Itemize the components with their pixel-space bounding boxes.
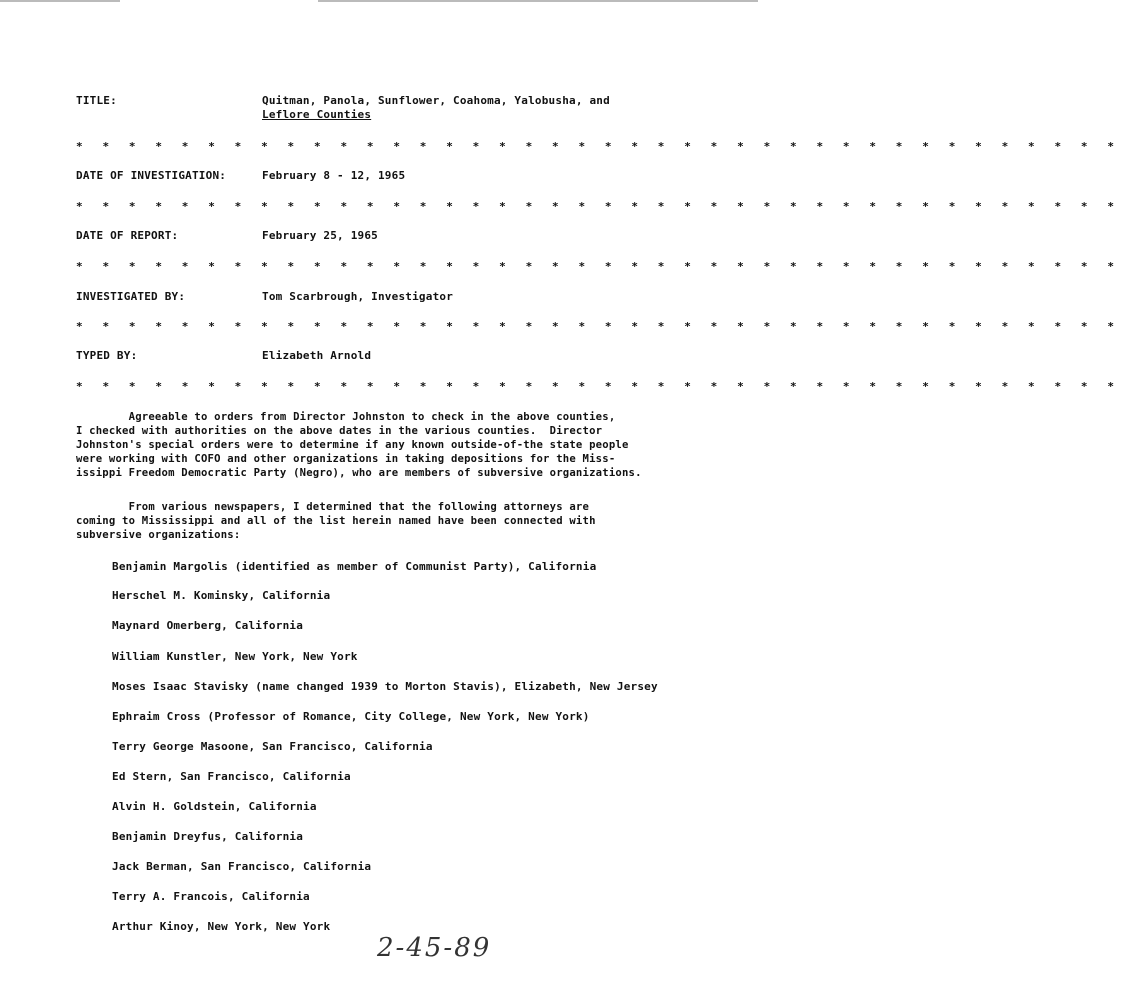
paragraph-line: were working with COFO and other organizations in taking depositions for the Miss- bbox=[76, 453, 616, 465]
investigated-by-label: INVESTIGATED BY: bbox=[76, 290, 186, 303]
date-of-investigation-value: February 8 - 12, 1965 bbox=[262, 169, 406, 182]
separator: * * * * * * * * * * * * * * * * * * * * * * * * * * * * * * * * * * * * * * * * bbox=[76, 260, 1121, 273]
attorney-list-item: Ephraim Cross (Professor of Romance, City College, New York, New York) bbox=[112, 710, 590, 723]
attorney-list-item: Herschel M. Kominsky, California bbox=[112, 589, 331, 602]
paragraph-line: issippi Freedom Democratic Party (Negro), who are members of subversive organizations. bbox=[76, 467, 642, 479]
typed-by-value: Elizabeth Arnold bbox=[262, 349, 372, 362]
title-value-line2: Leflore Counties bbox=[262, 108, 372, 121]
title-value: Quitman, Panola, Sunflower, Coahoma, Yalobusha, and bbox=[262, 94, 610, 107]
investigated-by-value: Tom Scarbrough, Investigator bbox=[262, 290, 454, 303]
paragraph-line: coming to Mississippi and all of the list herein named have been connected with bbox=[76, 515, 596, 527]
attorney-list-item: Benjamin Margolis (identified as member of Communist Party), California bbox=[112, 560, 597, 573]
separator: * * * * * * * * * * * * * * * * * * * * * * * * * * * * * * * * * * * * * * * * bbox=[76, 200, 1121, 213]
paragraph-line: From various newspapers, I determined that the following attorneys are bbox=[76, 501, 590, 513]
scan-edge-mark bbox=[318, 0, 758, 2]
separator: * * * * * * * * * * * * * * * * * * * * * * * * * * * * * * * * * * * * * * * * bbox=[76, 140, 1121, 153]
attorney-list-item: Alvin H. Goldstein, California bbox=[112, 800, 317, 813]
typed-by-label: TYPED BY: bbox=[76, 349, 138, 362]
attorney-list-item: Jack Berman, San Francisco, California bbox=[112, 860, 372, 873]
scan-edge-mark bbox=[0, 0, 120, 2]
attorney-list-item: William Kunstler, New York, New York bbox=[112, 650, 358, 663]
attorney-list-item: Moses Isaac Stavisky (name changed 1939 to Morton Stavis), Elizabeth, New Jersey bbox=[112, 680, 658, 693]
date-of-investigation-label: DATE OF INVESTIGATION: bbox=[76, 169, 227, 182]
attorney-list-item: Terry George Masoone, San Francisco, California bbox=[112, 740, 433, 753]
paragraph-line: subversive organizations: bbox=[76, 529, 241, 541]
handwritten-document-number: 2-45-89 bbox=[377, 933, 492, 963]
paragraph-line: Johnston's special orders were to determine if any known outside-of-the state people bbox=[76, 439, 629, 451]
attorney-list-item: Terry A. Francois, California bbox=[112, 890, 310, 903]
attorney-list-item: Arthur Kinoy, New York, New York bbox=[112, 920, 331, 933]
attorney-list-item: Benjamin Dreyfus, California bbox=[112, 830, 304, 843]
date-of-report-value: February 25, 1965 bbox=[262, 229, 378, 242]
attorney-list-item: Ed Stern, San Francisco, California bbox=[112, 770, 351, 783]
attorney-list-item: Maynard Omerberg, California bbox=[112, 619, 304, 632]
paragraph-line: I checked with authorities on the above dates in the various counties. Director bbox=[76, 425, 603, 437]
title-label: TITLE: bbox=[76, 94, 117, 107]
separator: * * * * * * * * * * * * * * * * * * * * * * * * * * * * * * * * * * * * * * * * bbox=[76, 380, 1121, 393]
date-of-report-label: DATE OF REPORT: bbox=[76, 229, 179, 242]
separator: * * * * * * * * * * * * * * * * * * * * * * * * * * * * * * * * * * * * * * * * bbox=[76, 320, 1121, 333]
paragraph-line: Agreeable to orders from Director Johnston to check in the above counties, bbox=[76, 411, 616, 423]
